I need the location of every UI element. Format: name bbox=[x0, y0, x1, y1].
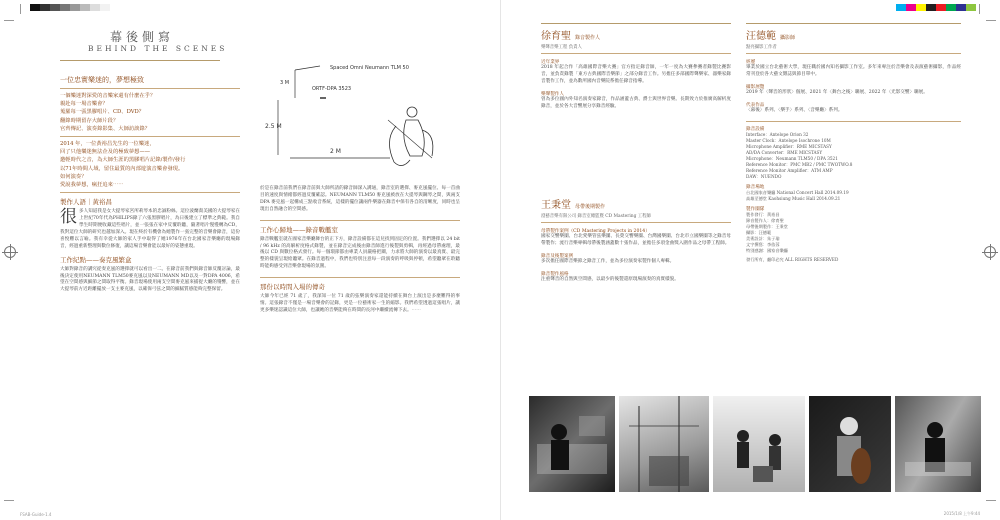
credit-line: 製作發行：黃裕昌 bbox=[746, 211, 780, 217]
divider bbox=[260, 277, 460, 278]
credit-line: Microphone：Neumann TLM50 / DPA 3521 bbox=[746, 155, 838, 161]
profile-body: 〈幕後〉系列、〈樂手〉系列、〈音樂廳〉系列。 bbox=[746, 107, 843, 113]
section-title-zh: 幕後側寫 bbox=[110, 30, 175, 44]
section-three-body: 大師今年已經 71 歲了，我深知一位 71 歲的弦樂演奏家還能持續在舞台上演出是多麼難得的事情。這張錄音不僅是一場音樂會的記錄，更是一位藝術家一生的縮影。我們希望透過這張唱片，讓更多樂迷認識這位大師，也讓她的音樂能夠在時間的長河中繼續流傳下去。⋯⋯ bbox=[260, 294, 460, 313]
lead-question: 翻錄時期留存大師片段？ bbox=[60, 117, 119, 124]
crop-mark bbox=[986, 500, 996, 501]
divider bbox=[541, 53, 731, 54]
credit-line: 文字撰寫：李依蓉 bbox=[746, 241, 780, 247]
credit-line: Microphone Amplifier：RME MICSTASY bbox=[746, 143, 832, 149]
lead-question: 親赴每一場音樂會？ bbox=[60, 101, 108, 108]
sketch-height-b: 3 M bbox=[280, 80, 290, 86]
photo-rehearsal bbox=[713, 396, 805, 492]
sketch-width: 2 M bbox=[330, 148, 341, 155]
credit-line: Interface：Antelope Orion 32 bbox=[746, 131, 809, 137]
section-two-heading: 工作心歸地——錄音戰艦室 bbox=[260, 225, 338, 234]
crop-mark bbox=[20, 4, 21, 14]
color-bar bbox=[896, 4, 976, 11]
profile-name: 汪德範 bbox=[746, 31, 776, 42]
photo-stage-microphones bbox=[619, 396, 709, 492]
profile-tag: 經歷 bbox=[746, 60, 756, 65]
profile-engineer bbox=[541, 196, 731, 284]
divider bbox=[746, 53, 961, 54]
profile-tag: 代表作品 bbox=[746, 102, 765, 108]
mic-placement-sketch bbox=[260, 60, 460, 180]
photo-recording-booth bbox=[529, 396, 615, 492]
divider bbox=[60, 136, 240, 137]
profile-body: 畢業於國立台北藝術大學，現任職於國內知名攝影工作室。多年來專注於音樂會及表演藝術攝影，作品經常刊登於各大藝文雜誌與節目單中。 bbox=[746, 65, 961, 77]
profile-body: 注重聲音的自然與空間感，以最少的後製還原現場演奏的真實樣貌。 bbox=[541, 276, 679, 282]
profile-photographer bbox=[746, 20, 961, 263]
registration-mark bbox=[4, 246, 16, 258]
section-three-heading: 那份以時間入場的傳奇 bbox=[260, 283, 325, 292]
right-page bbox=[500, 0, 1000, 520]
profile-role: 錄音製作人 bbox=[575, 35, 601, 41]
profile-role: 攝影師 bbox=[780, 35, 796, 41]
mid-body: 於是在錄音前我們在錄音前與大師所請的錄音師深入溝通，錄音室的選擇、麥克風擺位、每一首曲目的速度與情緒都經過反覆確認。NEUMANN TLM50 麥克風被放在大提琴與鋼琴之間，與兩支 DPA 麥克風一起構成三點收音系統，這樣的擺位讓兩件樂器在錄音中保有各自的清晰度，同時也呈現出自然融合的空間感。 bbox=[260, 186, 460, 212]
credit-line: 錄音製作人：徐育聖 bbox=[746, 217, 784, 223]
credit-line: 美術設計：朱子瑜 bbox=[746, 235, 780, 241]
credit-line: Master Clock：Antelope Isochrone 10M bbox=[746, 137, 831, 143]
divider bbox=[60, 88, 240, 89]
lead-story-line: 以71年時間人域，留住最質的內部遊演音樂會發現。 bbox=[60, 165, 184, 172]
profile-body: 曾為多位國內外知名演奏家錄音，作品涵蓋古典、爵士與世界音樂。長期致力於推廣高解析度錄音，並於各大音響展分享錄音經驗。 bbox=[541, 96, 731, 109]
profile-tag: 近年業界 bbox=[541, 60, 560, 65]
sketch-top-label: Spaced Omni Neumann TLM 50 bbox=[330, 65, 409, 71]
profile-tag: 攝影展覽 bbox=[746, 84, 765, 90]
slug-right: 2015/1/8 上午9:44 bbox=[943, 511, 980, 516]
photo-engineer bbox=[895, 396, 981, 492]
credit-line: AD/DA Converter：RME MICSTASY bbox=[746, 149, 823, 155]
profile-role: 母帶後期製作 bbox=[575, 204, 606, 210]
grayscale-bar bbox=[30, 4, 110, 11]
credit-line: Reference Monitor：PMC MB2 / PMC TWOTWO.8 bbox=[746, 161, 853, 167]
profile-name: 王秉堂 bbox=[541, 200, 571, 211]
section-two-body: 錄音戰艦室就在國家音樂廳舞台的正下方，錄音設備都在這兒找到固定的位置。我們選擇以 24 bit / 96 kHz 的高解析度格式錄製，並在錄音完成後由錄音師進行後製與剪輯，再經過母帶處理，最後以 CD 與數位格式發行。每一個環節都由專業人員嚴格把關，力求將大師的演奏以最真實、最完整的樣貌呈現給聽眾。在錄音過程中，我們也特別注意每一段演奏的呼吸與停頓，希望聽眾在聆聽時能夠感受到音樂會現場的氛圍。 bbox=[260, 236, 460, 270]
profile-rule bbox=[746, 23, 961, 24]
lead-question: 蒐羅每一張黑膠唱片、CD、DVD？ bbox=[60, 109, 145, 116]
divider bbox=[746, 121, 961, 122]
producer-body: 很多人知道我是女大提琴家宮所莉琴本的忠誠粉絲。這位波蘭裔美國的大提琴家在上世紀70年代為PHILIPS錄了六張黑膠唱片，為日後建立了標準之典範。我自學生時期便收藏這些唱片，並一張張在家中反覆聆聽，隨著唱片慢慢轉為CD，我對這位大師的研究也越加深入。現在終於有機會為她製作一張完整的音樂會錄音，這份喜悅難以言喻。我有幸從大師的家人手中取得了她1976年在台北國家音樂廳的現場錄音，經過重新整理與數位修復，讓這場音樂會能以最好的姿態重現。 bbox=[60, 207, 240, 249]
credit-line: 高雄至德堂 Kaohsiung Music Hall 2014.09.21 bbox=[746, 195, 841, 201]
profile-subtitle: 樂聲音樂工程 負責人 bbox=[541, 45, 582, 50]
profile-header bbox=[541, 27, 731, 42]
credits-heading: 錄音場地 bbox=[746, 184, 765, 190]
credit-line: 母帶後期製作：王秉堂 bbox=[746, 223, 788, 229]
lead-story-line: 回了只他樂迷無法企及的極致夢想—— bbox=[60, 149, 151, 156]
section-one-body: 大師對錄音的講究從奏克風的選擇就可以看出一二。在錄音前我們與錄音師反覆討論，最後決定使用NEUMANN TLM50麥克風以及NEUMANN MD以及一對DPA 4006，希望在空間感與細節之間取得平衡。錄音現場使用兩支空間麥克風來捕捉大廳的殘響，並在大提琴前方近距離擺放一支主麥克風，以確保弓弦之間的細膩質感能夠完整保留。 bbox=[60, 266, 240, 293]
profile-producer bbox=[541, 20, 731, 111]
lead-question: 官齊傳記、演奏錄影集、大師訪談錄？ bbox=[60, 125, 151, 132]
credit-line: 台北國家音樂廳 National Concert Hall 2014.09.19 bbox=[746, 189, 849, 195]
profile-header bbox=[541, 196, 731, 211]
credits-heading: 製作團隊 bbox=[746, 206, 765, 212]
credit-line: 特別感謝：國家音樂廳 bbox=[746, 247, 788, 253]
profile-rule bbox=[541, 23, 731, 24]
credits-heading: 錄音設備 bbox=[746, 126, 765, 132]
profile-body: 國家交響樂團、台北愛樂管弦樂團、長榮交響樂團、台灣國樂團、台北市立國樂團等之錄音母帶製作；流行音樂專輯母帶後製涵蓋數十張作品，並擔任多項金曲獎入圍作品之母帶工程師。 bbox=[541, 234, 731, 246]
section-one-heading: 工作紀點——奏克風繁盒 bbox=[60, 255, 132, 264]
lead-story-line: 愛說我夢想，瘋狂追來⋯⋯ bbox=[60, 182, 124, 189]
profile-name: 徐育聖 bbox=[541, 31, 571, 42]
sketch-height-a: 2.5 M bbox=[265, 123, 282, 130]
right-column bbox=[260, 186, 460, 315]
divider bbox=[60, 192, 240, 193]
title-rule bbox=[60, 60, 220, 61]
lead-heading: 一位忠實樂迷的，夢想極致 bbox=[60, 76, 144, 84]
profile-tag: 錄音及後製案例 bbox=[541, 253, 574, 259]
slug-left: FSAB-Guide-1.4 bbox=[20, 512, 52, 517]
profile-body: 2018 年起合作「高雄國際音樂大賽」官方指定錄音師，一年一度為大賽參賽者錄製比賽影音，並負責錄製「東方古典國際音樂節」之部分錄音工作。另擔任多部國際聲樂家、器樂家錄音製作工作，並為數所國內音樂院系擔任錄音指導。 bbox=[541, 65, 731, 84]
credit-line: 攝影：汪德範 bbox=[746, 229, 772, 235]
crop-mark bbox=[4, 500, 14, 501]
drop-cap: 很 bbox=[60, 207, 77, 228]
profile-tag: 母帶製作案例（CD Mastering Projects in 2014） bbox=[541, 229, 650, 234]
left-column bbox=[60, 75, 240, 294]
profile-body: 2019 年〈聲音的形狀〉個展、2021 年〈舞台之後〉聯展、2022 年〈光影交響〉聯展。 bbox=[746, 89, 928, 95]
credit-line: Reference Monitor Amplifier：ATM AMP bbox=[746, 167, 833, 173]
section-title-en: BEHIND THE SCENES bbox=[88, 44, 228, 53]
profile-subtitle: 澄藝音樂有限公司 錄音室總監暨 CD Mastering 工程師 bbox=[541, 214, 651, 219]
rights-notice: 發行所有，翻印必究 ALL RIGHTS RESERVED bbox=[746, 256, 839, 262]
lead-story-line: 2014 年，一位黃裕昌先生的一位樂迷， bbox=[60, 141, 155, 148]
crop-mark bbox=[986, 20, 996, 21]
photo-cellist bbox=[809, 396, 891, 492]
profile-body: 多次擔任國際音樂節之錄音工作，並為多位演奏家製作個人專輯。 bbox=[541, 258, 675, 264]
lead-question: 一個樂迷對深愛的音樂家還有什麼在乎？ bbox=[60, 93, 156, 99]
profile-header bbox=[746, 27, 961, 42]
sketch-dpa-label: ORTF-DPA 3523 bbox=[312, 86, 352, 92]
profile-tag: 錄音製作風格 bbox=[541, 271, 569, 277]
registration-mark bbox=[984, 246, 996, 258]
divider bbox=[260, 220, 460, 221]
divider bbox=[541, 222, 731, 223]
lead-story-line: 邀輕時代之音，為大師生涯的黑膠唱片記錄/製作/發行 bbox=[60, 157, 186, 164]
crop-mark bbox=[979, 4, 980, 14]
profile-subtitle: 點亮攝影工作者 bbox=[746, 45, 777, 50]
profile-tag: 樂聲製作人 bbox=[541, 91, 564, 97]
producer-heading: 製作人語｜黃裕昌 bbox=[60, 198, 112, 207]
crop-mark bbox=[4, 20, 14, 21]
lead-story-line: 如何演奏？ bbox=[60, 173, 87, 180]
credit-line: DAW：NUENDO bbox=[746, 173, 782, 179]
